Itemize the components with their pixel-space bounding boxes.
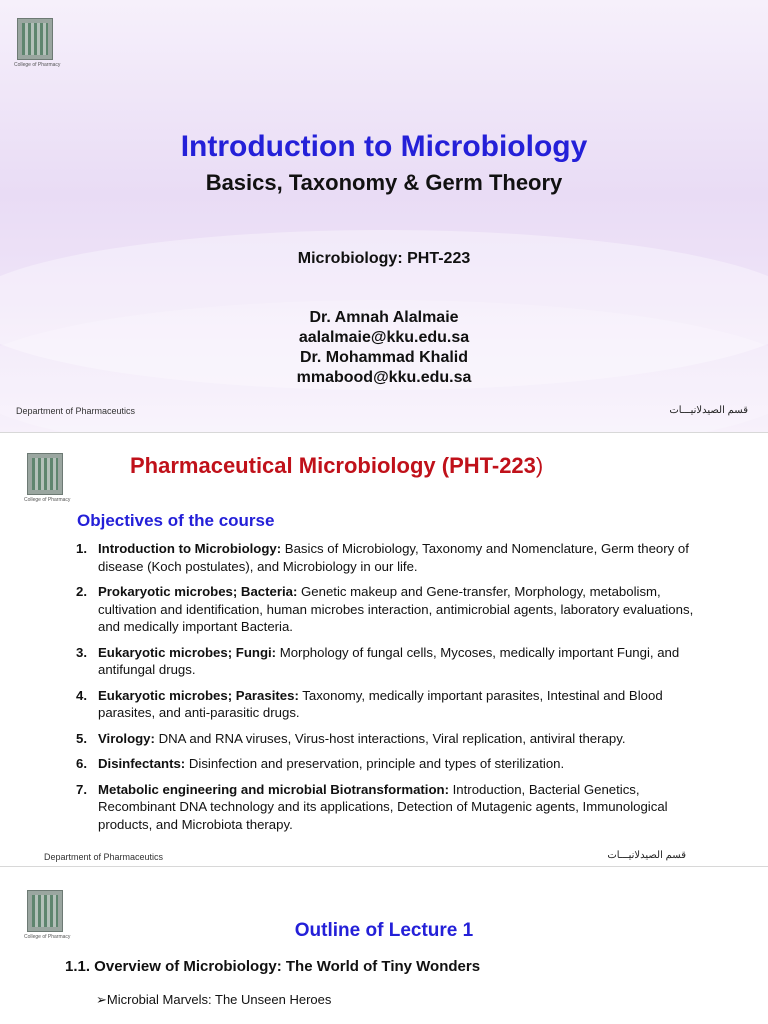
item-text: Taxonomy, medically important parasites, Intestinal and Blood parasites, and anti-parasitic drugs. [98, 687, 663, 720]
course-code: Microbiology: PHT-223 [297, 250, 471, 267]
slide-divider [0, 866, 768, 867]
item-text: Introduction, Bacterial Genetics, Recombinant DNA technology and its applications, Detection of Mutagenic agents, Immunological products, and Microbiota therapy. [98, 781, 668, 832]
item-lead: Metabolic engineering and microbial Biotransformation: [98, 781, 449, 797]
item-text: Morphology of fungal cells, Mycoses, medically important Fungi, and antifungal drugs. [98, 644, 680, 677]
item-lead: Introduction to Microbiology: [98, 541, 282, 556]
item-text: Genetic makeup and Gene-transfer, Morphology, metabolism, cultivation and identification, human microbes interaction, antimicrobial agents, laboratory evaluations, and medically important Bacteria. [98, 584, 694, 634]
item-text: DNA and RNA viruses, Virus-host interactions, Viral replication, antiviral therapy. [154, 730, 626, 746]
item-lead: Prokaryotic microbes; Bacteria: [98, 584, 298, 599]
author-name: Dr. Amnah Alalmaie [309, 309, 459, 326]
item-number: 6. [76, 756, 87, 771]
section-heading: Objectives of the course [77, 511, 275, 530]
list-item [76, 687, 696, 722]
department-footer: Department of Pharmaceutics [16, 406, 136, 416]
slide-title-text: Pharmaceutical Microbiology (PHT-223 [130, 453, 536, 478]
bullet-item: ➢Microbial Marvels: The Unseen Heroes [96, 992, 332, 1007]
item-lead: Disinfectants: [98, 756, 186, 771]
outline-slide [0, 868, 768, 1024]
logo-caption: College of Pharmacy [24, 934, 71, 940]
list-item [76, 540, 696, 575]
slide-subtitle: Basics, Taxonomy & Germ Theory [205, 170, 563, 195]
item-text: Disinfection and preservation, principle and types of sterilization. [185, 756, 565, 771]
logo-caption: College of Pharmacy [24, 497, 71, 503]
section-heading: 1.1. Overview of Microbiology: The World of Tiny Wonders [65, 958, 481, 975]
list-item [76, 730, 696, 748]
item-lead: Eukaryotic microbes; Fungi: [98, 644, 277, 660]
author-block [0, 308, 768, 388]
objectives-list [76, 540, 696, 841]
item-number: 5. [76, 730, 87, 746]
logo-caption: College of Pharmacy [14, 62, 61, 68]
department-footer: Department of Pharmaceutics [44, 852, 164, 862]
item-text: Basics of Microbiology, Taxonomy and Nomenclature, Germ theory of disease (Koch postulates), and Microbiology in our life. [98, 541, 689, 574]
slide-title [130, 453, 543, 479]
slide-title-paren: ) [535, 453, 544, 478]
college-logo-icon [17, 18, 53, 60]
item-number: 1. [76, 541, 87, 556]
author-name: Dr. Mohammad Khalid [299, 349, 469, 366]
department-footer-arabic: قسم الصيدلانيـــات [607, 850, 686, 861]
slide-title: Introduction to Microbiology [180, 130, 588, 163]
item-number: 3. [76, 644, 87, 660]
objectives-slide [0, 433, 768, 863]
item-lead: Virology: [98, 730, 155, 746]
list-item [76, 781, 696, 834]
item-lead: Eukaryotic microbes; Parasites: [98, 687, 299, 703]
department-footer-arabic: قسم الصيدلانيـــات [669, 405, 748, 416]
title-slide [0, 0, 768, 432]
list-item [76, 644, 696, 679]
list-item [76, 583, 696, 636]
item-number: 2. [76, 584, 87, 599]
item-number: 7. [76, 781, 87, 797]
item-number: 4. [76, 687, 87, 703]
slide-title: Outline of Lecture 1 [294, 920, 474, 941]
author-email: aalalmaie@kku.edu.sa [298, 329, 470, 346]
author-email: mmabood@kku.edu.sa [296, 369, 472, 386]
college-logo-icon [27, 453, 63, 495]
list-item [76, 755, 696, 773]
